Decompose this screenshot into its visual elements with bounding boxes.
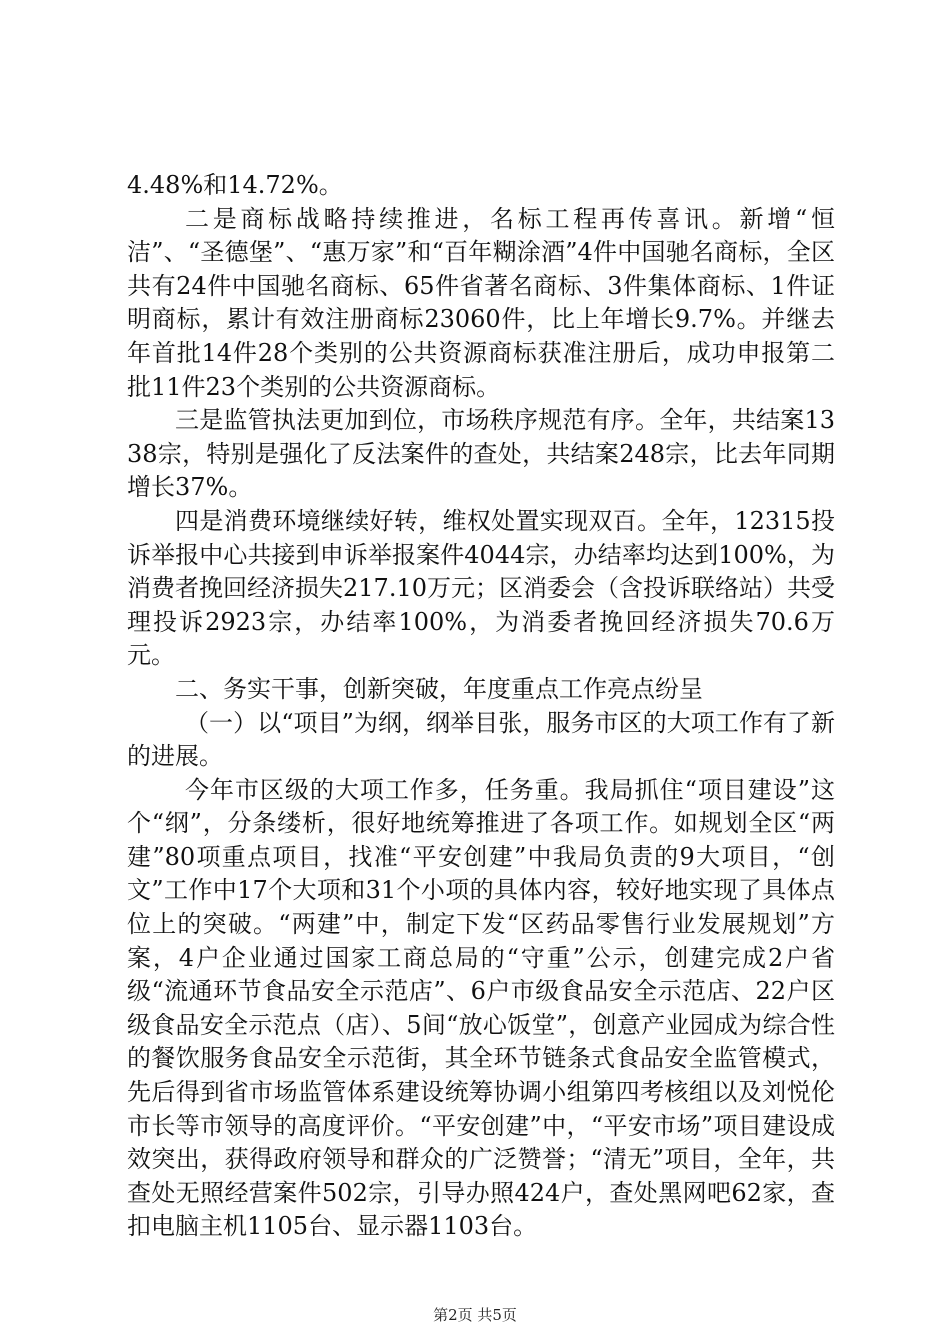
paragraph-trademark: 二是商标战略持续推进，名标工程再传喜讯。新增“恒洁”、“圣德堡”、“惠万家”和“百年糊涂酒”4件中国驰名商标，全区共有24件中国驰名商标、65件省著名商标、3件集体商标、1件证明商标，累计有效注册商标23060件，比上年增长9.7%。并继去年首批14件28个类别的公共资源商标获准注册后，成功申报第二批11件23个类别的公共资源商标。 <box>127 204 835 401</box>
paragraph-continuation: 4.48%和14.72%。 <box>127 171 343 199</box>
page-number-footer: 第2页 共5页 <box>433 1306 517 1324</box>
document-body <box>127 169 835 1244</box>
section-heading: 二、务实干事，创新突破，年度重点工作亮点纷呈 <box>175 674 703 703</box>
paragraph-enforcement: 三是监管执法更加到位，市场秩序规范有序。全年，共结案1338宗，特别是强化了反法案件的查处，共结案248宗，比去年同期增长37%。 <box>127 406 835 502</box>
paragraph-projects: 今年市区级的大项工作多，任务重。我局抓住“项目建设”这个“纲”，分条缕析，很好地统筹推进了各项工作。如规划全区“两建”80项重点项目，找准“平安创建”中我局负责的9大项目，“创文”工作中17个大项和31个小项的具体内容，较好地实现了具体点位上的突破。“两建”中，制定下发“区药品零售行业发展规划”方案，4户企业通过国家工商总局的“守重”公示，创建完成2户省级“流通环节食品安全示范店”、6户市级食品安全示范店、22户区级食品安全示范点（店）、5间“放心饭堂”，创意产业园成为综合性的餐饮服务食品安全示范街，其全环节链条式食品安全监管模式，先后得到省市场监管体系建设统筹协调小组第四考核组以及刘悦伦市长等市领导的高度评价。“平安创建”中，“平安市场”项目建设成效突出，获得政府领导和群众的广泛赞誉；“清无”项目，全年，共查处无照经营案件502宗，引导办照424户，查处黑网吧62家，查扣电脑主机1105台、显示器1103台。 <box>127 775 835 1241</box>
subsection-heading: （一）以“项目”为纲，纲举目张，服务市区的大项工作有了新的进展。 <box>127 708 835 771</box>
paragraph-consumer: 四是消费环境继续好转，维权处置实现双百。全年，12315投诉举报中心共接到申诉举报案件4044宗，办结率均达到100%，为消费者挽回经济损失217.10万元；区消委会（含投诉联络站）共受理投诉2923宗，办结率100%，为消委者挽回经济损失70.6万元。 <box>127 506 835 670</box>
